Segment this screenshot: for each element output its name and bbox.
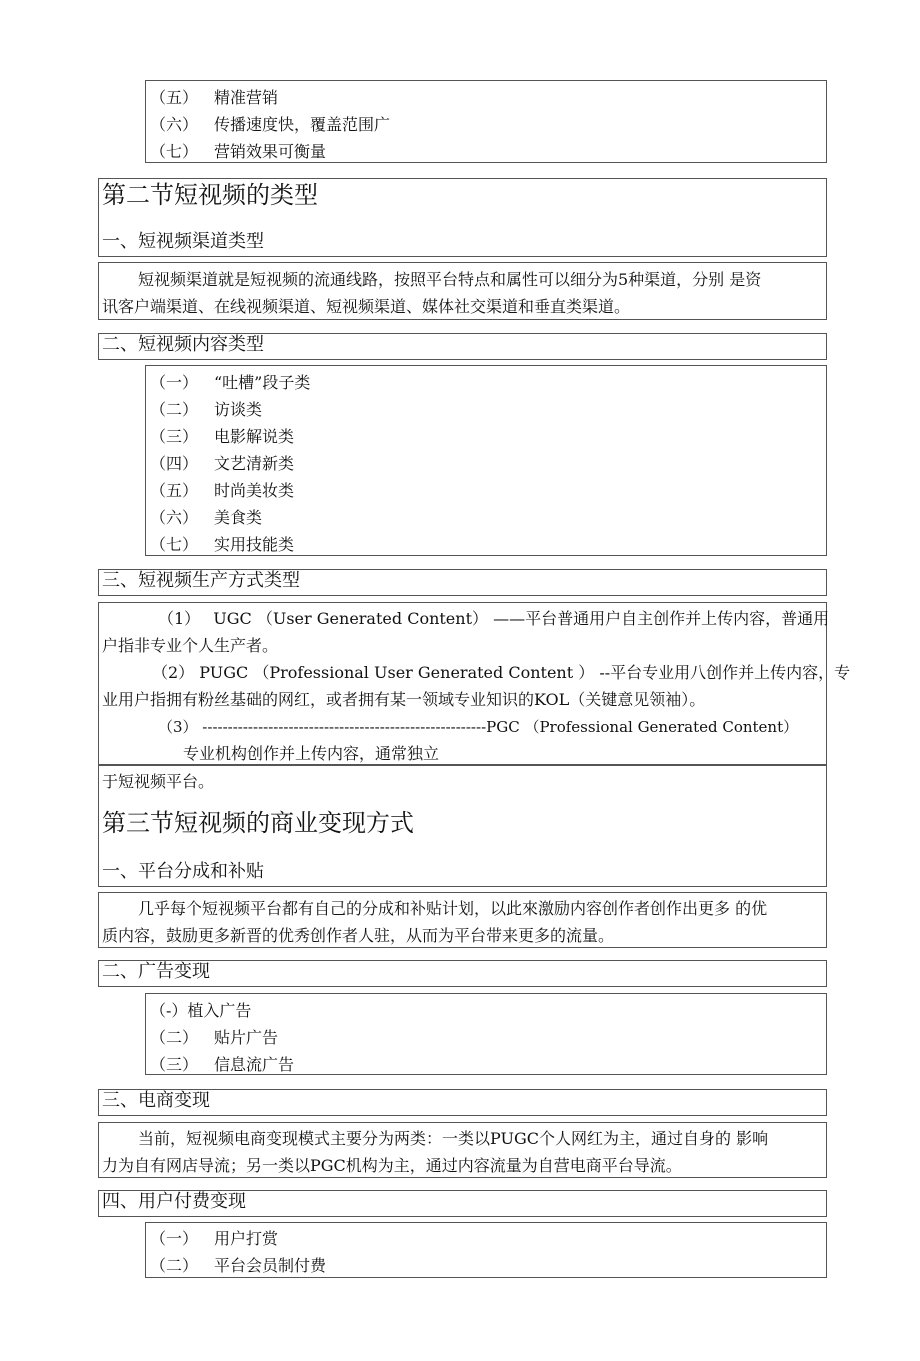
- list-num: （二）: [150, 400, 199, 419]
- list-text: 信息流广告: [214, 1055, 295, 1074]
- list-num: （一）: [150, 373, 199, 392]
- list-num: （三）: [150, 427, 199, 446]
- list-item: [150, 400, 262, 420]
- list-text: 时尚美妆类: [214, 481, 295, 500]
- list-text: 营销效果可衡量: [214, 142, 327, 161]
- list-item: [150, 1256, 326, 1276]
- list-text: 访谈类: [214, 400, 263, 419]
- heading-revenue-share: 一、平台分成和补贴: [102, 861, 264, 882]
- paragraph-line: （1） UGC （User Generated Content） ——平台普通用户自主创作并上传内容，普通用: [158, 609, 830, 628]
- list-num: （六）: [150, 508, 199, 527]
- list-item: [150, 535, 294, 555]
- paragraph-line: 力为自有网店导流；另一类以PGC机构为主，通过内容流量为自营电商平台导流。: [102, 1156, 682, 1175]
- list-item: [150, 115, 390, 135]
- heading-channel-types: 一、短视频渠道类型: [102, 231, 264, 252]
- list-item: [150, 1001, 251, 1021]
- paragraph-line: （2） PUGC （Professional User Generated Content ） --平台专业用八创作并上传内容，专: [152, 663, 851, 682]
- list-num: （六）: [150, 115, 199, 134]
- list-num: （七）: [150, 535, 199, 554]
- list-item: [150, 454, 294, 474]
- paragraph-line: 讯客户端渠道、在线视频渠道、短视频渠道、媒体社交渠道和垂直类渠道。: [102, 297, 631, 316]
- paragraph-line: 于短视频平台。: [102, 772, 215, 791]
- heading-content-types: 二、短视频内容类型: [102, 334, 264, 355]
- paragraph-line: 短视频渠道就是短视频的流通线路，按照平台特点和属性可以细分为5种渠道，分别 是资: [138, 270, 762, 289]
- list-text: 美食类: [214, 508, 263, 527]
- list-text: “吐槽”段子类: [214, 373, 311, 392]
- list-num: （二）: [150, 1256, 199, 1275]
- heading-ecommerce: 三、电商变现: [102, 1090, 210, 1111]
- list-item: [150, 481, 294, 501]
- list-num: （七）: [150, 142, 199, 161]
- list-num: （五）: [150, 88, 199, 107]
- list-text: 文艺清新类: [214, 454, 295, 473]
- list-item: [150, 1229, 278, 1249]
- list-num: （一）: [150, 1229, 199, 1248]
- list-num: （四）: [150, 454, 199, 473]
- section-title: 第三节短视频的商业变现方式: [102, 809, 414, 837]
- list-item: [150, 427, 294, 447]
- heading-paid: 四、用户付费变现: [102, 1191, 246, 1212]
- section-title: 第二节短视频的类型: [102, 181, 318, 209]
- list-text: 植入广告: [187, 1001, 252, 1020]
- list-item: [150, 1028, 278, 1048]
- list-item: [150, 1055, 294, 1075]
- list-num: （三）: [150, 1055, 199, 1074]
- paragraph-line: 专业机构创作并上传内容，通常独立: [183, 744, 440, 763]
- paragraph-line: 几乎每个短视频平台都有自己的分成和补贴计划，以此來激励内容创作者创作出更多 的优: [138, 899, 768, 918]
- list-item: [150, 508, 262, 528]
- heading-production-types: 三、短视频生产方式类型: [102, 570, 300, 591]
- list-text: 贴片广告: [214, 1028, 279, 1047]
- paragraph-line: 质内容，鼓励更多新晋的优秀创作者人驻，从而为平台带来更多的流量。: [102, 926, 615, 945]
- list-item: [150, 142, 326, 162]
- paragraph-line: 业用户指拥有粉丝基础的网红，或者拥有某一领域专业知识的KOL（关键意见领袖）。: [102, 690, 706, 709]
- heading-ads: 二、广告变现: [102, 961, 210, 982]
- list-item: [150, 88, 278, 108]
- list-text: 电影解说类: [214, 427, 295, 446]
- list-item: [150, 373, 310, 393]
- list-text: 用户打赏: [214, 1229, 279, 1248]
- list-text: 平台会员制付费: [214, 1256, 327, 1275]
- paragraph-line: 户指非专业个人生产者。: [102, 636, 279, 655]
- list-num: （-）: [150, 1001, 188, 1020]
- list-num: （二）: [150, 1028, 199, 1047]
- list-text: 传播速度快，覆盖范围广: [214, 115, 391, 134]
- list-num: （五）: [150, 481, 199, 500]
- list-text: 实用技能类: [214, 535, 295, 554]
- list-text: 精准营销: [214, 88, 279, 107]
- paragraph-line: 当前，短视频电商变现模式主要分为两类：一类以PUGC个人网红为主，通过自身的 影响: [138, 1129, 769, 1148]
- paragraph-line: （3） --------------------------------------------------------PGC （Professional Generated Content）: [158, 718, 799, 736]
